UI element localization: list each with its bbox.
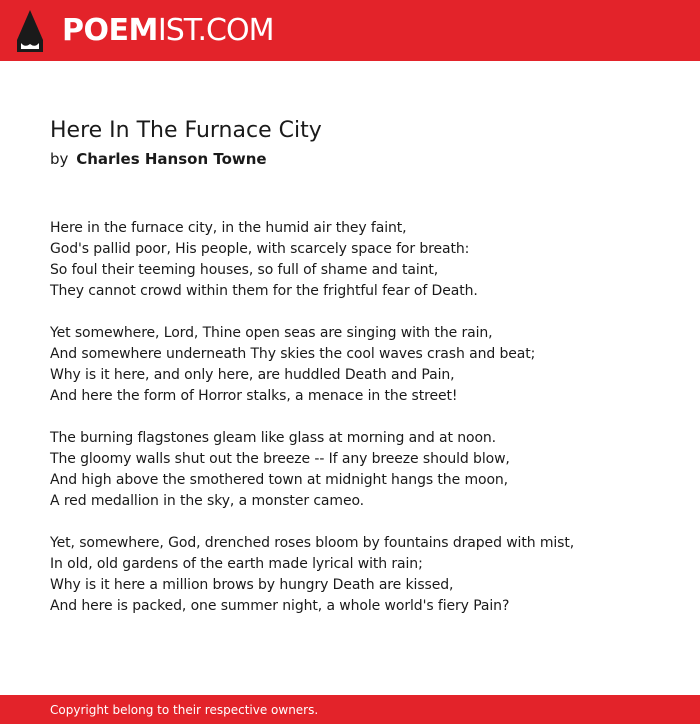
site-header	[0, 0, 700, 61]
author-name: Charles Hanson Towne	[76, 150, 267, 168]
site-logo[interactable]	[62, 11, 273, 51]
poem-line: Here in the furnace city, in the humid air they faint,	[50, 220, 407, 236]
pencil-logo-icon[interactable]	[17, 10, 43, 52]
stanza	[50, 218, 670, 302]
poem-line: Yet, somewhere, God, drenched roses bloom by fountains draped with mist,	[50, 535, 575, 551]
stanza	[50, 533, 670, 617]
poem-line: In old, old gardens of the earth made lyrical with rain;	[50, 556, 423, 572]
poem-line: And here the form of Horror stalks, a menace in the street!	[50, 388, 458, 404]
poem-line: Yet somewhere, Lord, Thine open seas are singing with the rain,	[50, 325, 493, 341]
poem-body	[50, 218, 670, 638]
byline	[50, 148, 267, 170]
stanza	[50, 428, 670, 512]
poem-line: The burning flagstones gleam like glass at morning and at noon.	[50, 430, 497, 446]
poem-line: A red medallion in the sky, a monster cameo.	[50, 493, 365, 509]
poem-line: And somewhere underneath Thy skies the cool waves crash and beat;	[50, 346, 536, 362]
by-label: by	[50, 150, 69, 168]
poem-line: They cannot crowd within them for the frightful fear of Death.	[50, 283, 478, 299]
logo-text-light: IST.COM	[157, 13, 274, 48]
logo-text-bold: POEM	[62, 13, 158, 48]
poem-title: Here In The Furnace City	[50, 118, 322, 143]
site-footer	[0, 695, 700, 724]
poem-line: Why is it here, and only here, are huddled Death and Pain,	[50, 367, 455, 383]
poem-line: The gloomy walls shut out the breeze -- If any breeze should blow,	[50, 451, 510, 467]
poem-line: God's pallid poor, His people, with scarcely space for breath:	[50, 241, 470, 257]
poem-line: And here is packed, one summer night, a whole world's fiery Pain?	[50, 598, 510, 614]
stanza	[50, 323, 670, 407]
poem-line: Why is it here a million brows by hungry Death are kissed,	[50, 577, 454, 593]
copyright-text: Copyright belong to their respective owners.	[50, 703, 319, 717]
poem-line: So foul their teeming houses, so full of shame and taint,	[50, 262, 439, 278]
poem-line: And high above the smothered town at midnight hangs the moon,	[50, 472, 509, 488]
